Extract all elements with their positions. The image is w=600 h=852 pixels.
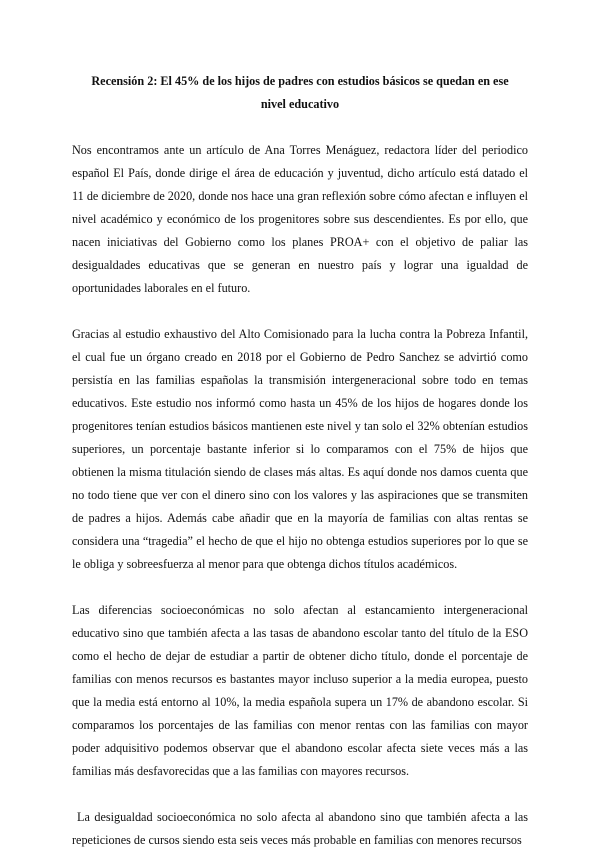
paragraph-inequality: La desigualdad socioeconómica no solo afecta al abandono sino que también afecta a las repeticiones de cursos siendo esta seis veces más probable en familias con menores recursos — [72, 810, 528, 847]
paragraph-socioeconomic-differences: Las diferencias socioeconómicas no solo afectan al estancamiento intergeneracional educativo sino que también afecta a las tasas de abandono escolar tanto del título de la ESO como el hecho de dejar de estudiar a partir de obtener dicho título, donde el porcentaje de familias con menos recursos es bastantes mayor incluso superior a la media europea, puesto que la media está entorno al 10%, la media española supera un 17% de abandono escolar. Si comparamos los porcentajes de las familias con menor rentas con las familias con mayor poder adquisitivo podemos observar que el abandono escolar afecta siete veces más a las familias más desfavorecidas que a las familias con mayores recursos. — [72, 603, 528, 778]
document-title: Recensión 2: El 45% de los hijos de padres con estudios básicos se quedan en ese nivel educativo — [91, 74, 509, 111]
paragraph-intro: Nos encontramos ante un artículo de Ana Torres Menáguez, redactora líder del periodico español El País, donde dirige el área de educación y juventud, dicho artículo está datado el 11 de diciembre de 2020, donde nos hace una gran reflexión sobre cómo afectan e influyen el nivel académico y económico de los progenitores sobre sus descendientes. Es por ello, que nacen iniciativas del Gobierno como los planes PROA+ con el objetivo de paliar las desigualdades educativas que se generan en nuestro país y lograr una igualdad de oportunidades laborales en el futuro. — [72, 143, 528, 295]
paragraph-study: Gracias al estudio exhaustivo del Alto Comisionado para la lucha contra la Pobreza Infantil, el cual fue un órgano creado en 2018 por el Gobierno de Pedro Sanchez se advirtió como persistía en las familias españolas la transmisión intergeneracional sobre todo en temas educativos. Este estudio nos informó como hasta un 45% de los hijos de hogares donde los progenitores tenían estudios básicos mantienen este nivel y tan solo el 32% obtenían estudios superiores, un porcentaje bastante inferior si lo comparamos con el 75% de hijos que obtienen la misma titulación siendo de clases más altas. Es aquí donde nos damos cuenta que no todo tiene que ver con el dinero sino con los valores y las aspiraciones que se transmiten de padres a hijos. Además cabe añadir que en la mayoría de familias con altas rentas se considera una “tragedia” el hecho de que el hijo no obtenga estudios superiores por lo que se le obliga y sobreesfuerza al menor para que obtenga dichos títulos académicos. — [72, 327, 528, 571]
